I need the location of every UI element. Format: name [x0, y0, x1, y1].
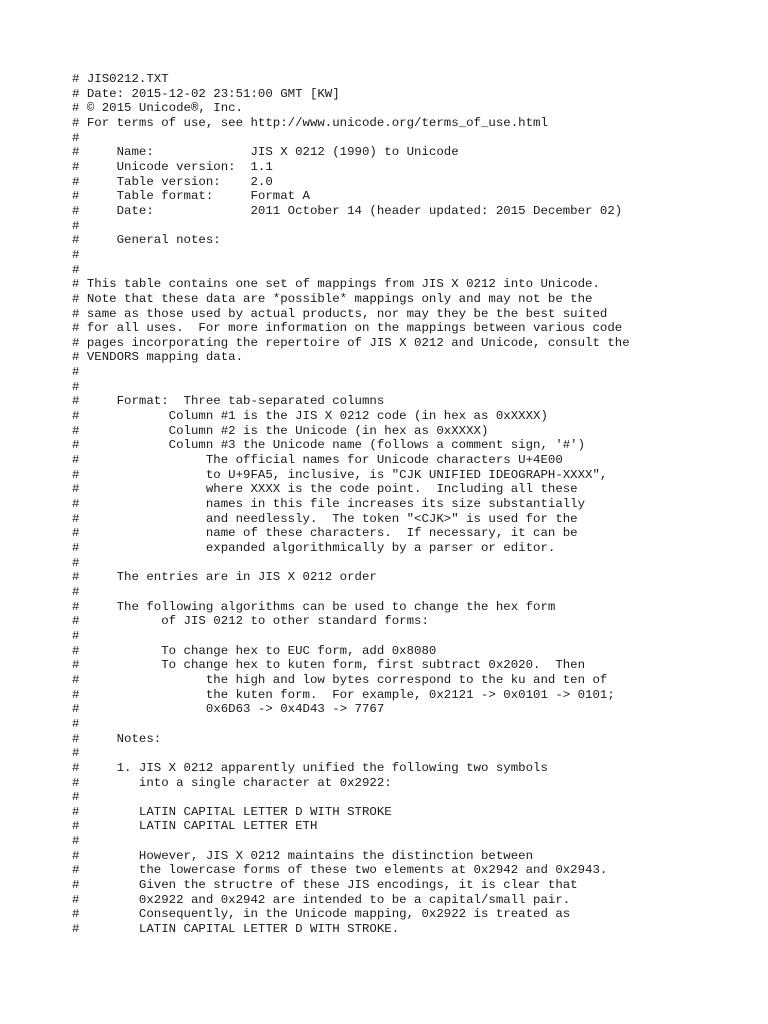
text-line: # General notes:	[72, 233, 221, 248]
text-line: # for all uses. For more information on the mappings between various code	[72, 321, 623, 336]
text-line: # names in this file increases its size substantially	[72, 497, 586, 512]
text-line: # To change hex to kuten form, first subtract 0x2020. Then	[72, 658, 586, 673]
text-line: #	[72, 379, 80, 394]
text-line: #	[72, 555, 80, 570]
text-line: # Given the structre of these JIS encodings, it is clear that	[72, 878, 578, 893]
text-line: # Date: 2011 October 14 (header updated: 2015 December 02)	[72, 203, 623, 218]
text-line: # This table contains one set of mappings from JIS X 0212 into Unicode.	[72, 277, 600, 292]
text-line: # same as those used by actual products, nor may they be the best suited	[72, 306, 608, 321]
text-line: # LATIN CAPITAL LETTER D WITH STROKE.	[72, 922, 400, 937]
text-line: # Column #2 is the Unicode (in hex as 0xXXXX)	[72, 423, 489, 438]
text-line: # Unicode version: 1.1	[72, 159, 273, 174]
text-line: # Notes:	[72, 731, 162, 746]
text-line: # 0x2922 and 0x2942 are intended to be a capital/small pair.	[72, 892, 571, 907]
text-line: #	[72, 584, 80, 599]
text-line: # 1. JIS X 0212 apparently unified the following two symbols	[72, 760, 548, 775]
text-line: #	[72, 247, 80, 262]
text-line: # LATIN CAPITAL LETTER D WITH STROKE	[72, 804, 392, 819]
text-line: #	[72, 628, 80, 643]
text-line: # pages incorporating the repertoire of JIS X 0212 and Unicode, consult the	[72, 335, 630, 350]
text-line: # However, JIS X 0212 maintains the distinction between	[72, 848, 534, 863]
text-line: # Table format: Format A	[72, 189, 310, 204]
text-line: # LATIN CAPITAL LETTER ETH	[72, 819, 318, 834]
text-line: # To change hex to EUC form, add 0x8080	[72, 643, 437, 658]
text-line: # and needlessly. The token "<CJK>" is used for the	[72, 511, 578, 526]
text-line: # The official names for Unicode characters U+4E00	[72, 453, 563, 468]
text-line: # name of these characters. If necessary, it can be	[72, 526, 578, 541]
text-line: # Column #3 the Unicode name (follows a comment sign, '#')	[72, 438, 586, 453]
text-line: #	[72, 834, 80, 849]
text-line: # JIS0212.TXT	[72, 72, 169, 86]
text-line: # the kuten form. For example, 0x2121 -> 0x0101 -> 0101;	[72, 687, 615, 702]
text-line: #	[72, 262, 80, 277]
text-line: # the lowercase forms of these two elements at 0x2942 and 0x2943.	[72, 863, 608, 878]
text-line: # where XXXX is the code point. Including all these	[72, 482, 578, 497]
text-line: #	[72, 130, 80, 145]
text-line: # Table version: 2.0	[72, 174, 273, 189]
text-line: # the high and low bytes correspond to the ku and ten of	[72, 672, 608, 687]
text-line: # The following algorithms can be used to change the hex form	[72, 599, 556, 614]
text-line: # to U+9FA5, inclusive, is "CJK UNIFIED IDEOGRAPH-XXXX",	[72, 467, 608, 482]
text-line: # Note that these data are *possible* mappings only and may not be the	[72, 291, 593, 306]
text-line: #	[72, 716, 80, 731]
text-line: # Column #1 is the JIS X 0212 code (in hex as 0xXXXX)	[72, 409, 548, 424]
text-line: # of JIS 0212 to other standard forms:	[72, 614, 429, 629]
text-line: # VENDORS mapping data.	[72, 350, 244, 365]
text-line: #	[72, 365, 80, 380]
text-line: # Date: 2015-12-02 23:51:00 GMT [KW]	[72, 86, 340, 101]
text-line: # Consequently, in the Unicode mapping, 0x2922 is treated as	[72, 907, 571, 922]
text-line: # into a single character at 0x2922:	[72, 775, 392, 790]
text-line: #	[72, 218, 80, 233]
text-line: # The entries are in JIS X 0212 order	[72, 570, 377, 585]
text-line: #	[72, 746, 80, 761]
text-line: # Name: JIS X 0212 (1990) to Unicode	[72, 145, 459, 160]
text-line: # expanded algorithmically by a parser or editor.	[72, 541, 556, 555]
text-line: # For terms of use, see http://www.unicode.org/terms_of_use.html	[72, 115, 548, 130]
text-line: # Format: Three tab-separated columns	[72, 394, 385, 409]
text-line: #	[72, 790, 80, 805]
text-line: # © 2015 Unicode®, Inc.	[72, 101, 244, 116]
document-text	[72, 72, 630, 937]
text-line: # 0x6D63 -> 0x4D43 -> 7767	[72, 702, 385, 717]
